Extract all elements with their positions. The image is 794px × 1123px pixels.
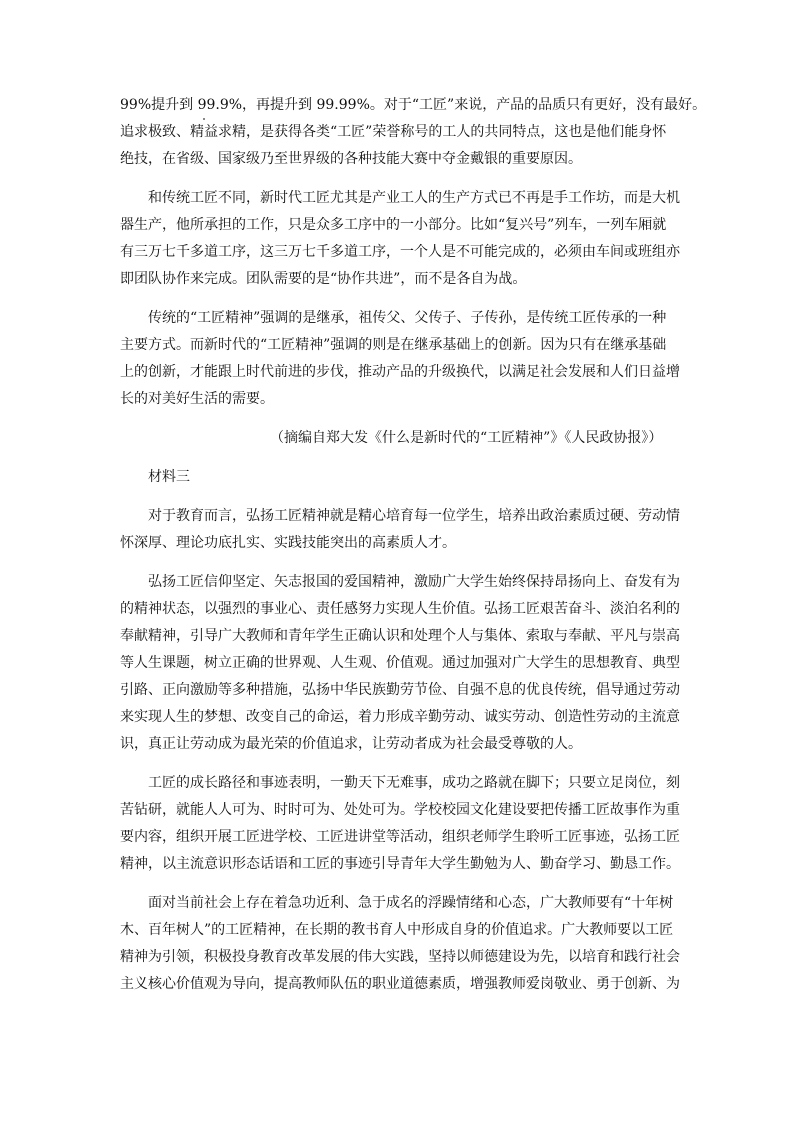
text-line: 等人生课题，树立正确的世界观、人生观、价值观。通过加强对广大学生的思想教育、典型 xyxy=(120,655,680,671)
text-line: 有三万七千多道工序，这三万七千多道工序，一个人是不可能完成的，必须由车间或班组亦 xyxy=(120,244,680,260)
text-line: 主义核心价值观为导向，提高教师队伍的职业道德素质，增强教师爱岗敬业、勇于创新、为 xyxy=(120,976,680,992)
text-line: 传统的“工匠精神”强调的是继承，祖传父、父传子、子传孙，是传统工匠传承的一种 xyxy=(148,310,667,326)
text-line: 识，真正让劳动成为最光荣的价值追求，让劳动者成为社会最受尊敬的人。 xyxy=(120,736,582,752)
text-line: 追求极致、精益求精，是获得各类“工匠”荣誉称号的工人的共同特点，这也是他们能身怀 xyxy=(120,124,667,140)
text-line: 来实现人生的梦想、改变自己的命运，着力形成辛勤劳动、诚实劳动、创造性劳动的主流意 xyxy=(120,709,680,725)
paragraph-7 xyxy=(120,890,686,998)
text-line: 器生产，他所承担的工作，只是众多工序中的一小部分。比如“复兴号”列车，一列车厢就 xyxy=(120,217,667,233)
paragraph-6 xyxy=(120,770,686,878)
text-line: 的精神状态，以强烈的事业心、责任感努力实现人生价值。弘扬工匠艰苦奋斗、淡泊名利的 xyxy=(120,601,680,617)
text-line: 长的对美好生活的需要。 xyxy=(120,391,274,407)
text-line: 精神，以主流意识形态话语和工匠的事迹引导青年大学生勤勉为人、勤奋学习、勤恳工作。 xyxy=(120,856,680,872)
text-line: 主要方式。而新时代的“工匠精神”强调的则是在继承基础上的创新。因为只有在继承基础 xyxy=(120,337,667,353)
text-line: 要内容，组织开展工匠进学校、工匠进讲堂等活动，组织老师学生聆听工匠事迹，弘扬工匠 xyxy=(120,829,680,845)
text-line: 木、百年树人”的工匠精神，在长期的教书育人中形成自身的价值追求。广大教师要以工匠 xyxy=(120,922,674,938)
text-line: 99%提升到 99.9%，再提升到 99.99%。对于“工匠”来说，产品的品质只有更好，没有最好。 xyxy=(120,97,707,113)
text-line: 苦钻研，就能人人可为、时时可为、处处可为。学校校园文化建设要把传播工匠故事作为重 xyxy=(120,802,680,818)
text-line: 面对当前社会上存在着急功近利、急于成名的浮躁情绪和心态，广大教师要有“十年树 xyxy=(148,895,674,911)
paragraph-3 xyxy=(120,305,686,413)
document-page xyxy=(120,92,707,998)
text-line: 工匠的成长路径和事迹表明，一勤天下无难事，成功之路就在脚下；只要立足岗位，刻 xyxy=(148,775,680,791)
text-line: 弘扬工匠信仰坚定、矢志报国的爱国精神，激励广大学生始终保持昂扬向上、奋发有为 xyxy=(148,574,680,590)
source-citation: （摘编自郑大发《什么是新时代的“工匠精神”》《人民政协报》） xyxy=(270,430,663,446)
paragraph-1 xyxy=(120,92,707,173)
text-line: 奉献精神，引导广大教师和青年学生正确认识和处理个人与集体、索取与奉献、平凡与崇高 xyxy=(120,628,680,644)
paragraph-4 xyxy=(120,503,686,557)
text-line: 即团队协作来完成。团队需要的是“协作共进”，而不是各自为战。 xyxy=(120,271,527,287)
section-heading: 材料三 xyxy=(148,469,190,485)
text-line: 绝技，在省级、国家级乃至世界级的各种技能大赛中夺金戴银的重要原因。 xyxy=(120,151,582,167)
text-line: 和传统工匠不同，新时代工匠尤其是产业工人的生产方式已不再是手工作坊，而是大机 xyxy=(148,190,680,206)
text-line: 对于教育而言，弘扬工匠精神就是精心培育每一位学生，培养出政治素质过硬、劳动情 xyxy=(148,508,680,524)
paragraph-2 xyxy=(120,185,686,293)
text-line: 引路、正向激励等多种措施，弘扬中华民族勤劳节俭、自强不息的优良传统，倡导通过劳动 xyxy=(120,682,680,698)
paragraph-5 xyxy=(120,569,686,758)
text-line: 上的创新，才能跟上时代前进的步伐，推动产品的升级换代，以满足社会发展和人们日益增 xyxy=(120,364,680,380)
text-line: 精神为引领，积极投身教育改革发展的伟大实践，坚持以师德建设为先，以培育和践行社会 xyxy=(120,949,680,965)
text-line: 怀深厚、理论功底扎实、实践技能突出的高素质人才。 xyxy=(120,535,456,551)
